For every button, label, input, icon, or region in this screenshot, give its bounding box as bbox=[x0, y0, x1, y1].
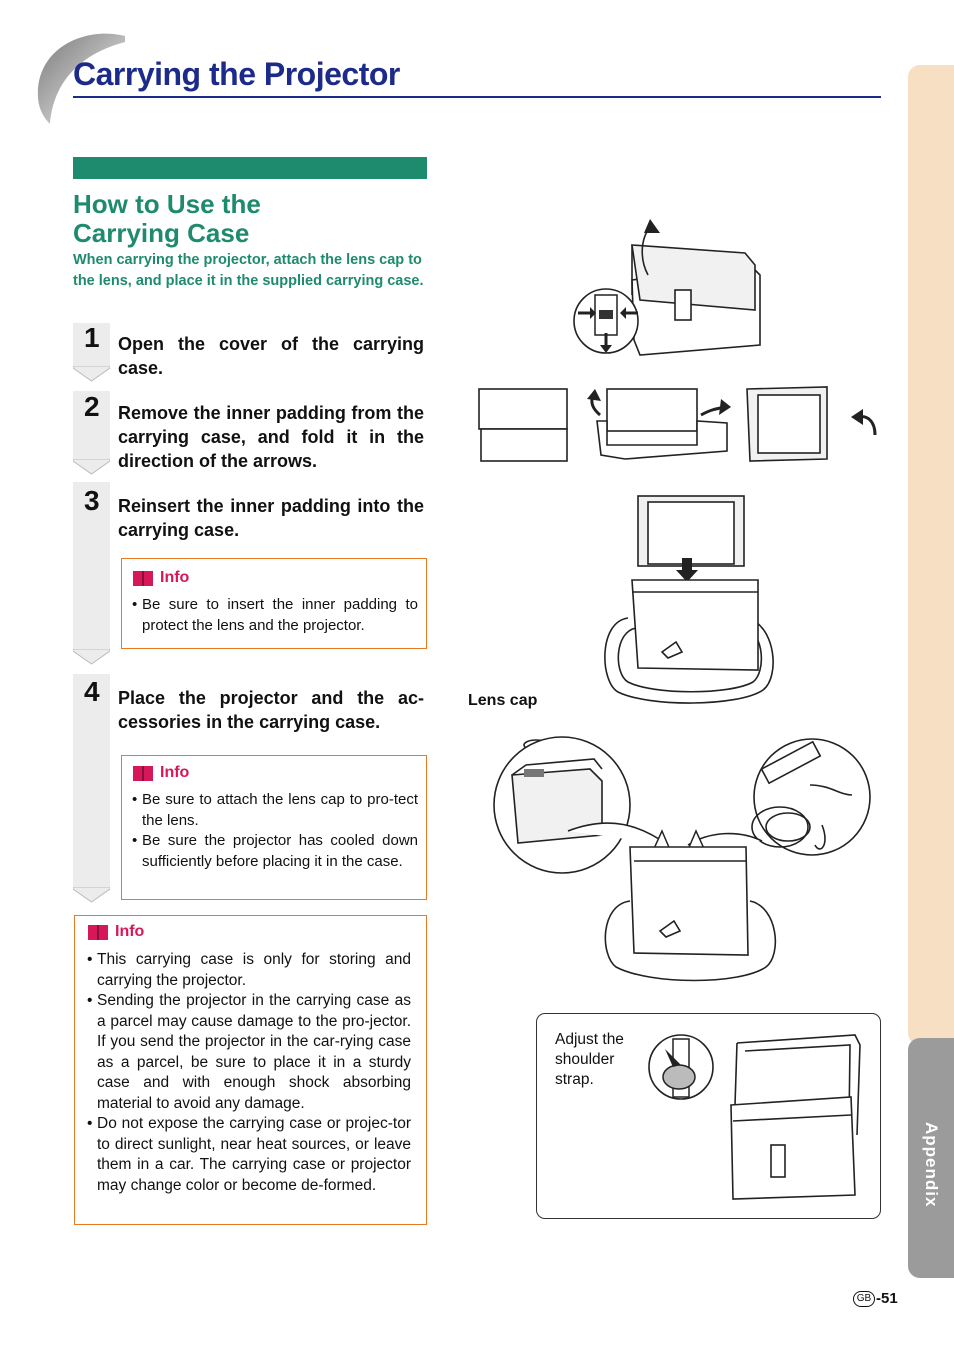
step-3-text: Reinsert the inner padding into the carrying case. bbox=[118, 496, 424, 540]
step-2-number: 2 bbox=[84, 391, 100, 422]
book-icon bbox=[132, 569, 154, 587]
title-rule bbox=[73, 96, 881, 98]
illustration-adjust-strap bbox=[645, 1025, 870, 1210]
sidebar-tab-label: Appendix bbox=[922, 1122, 941, 1208]
illustration-open-cover bbox=[570, 215, 770, 360]
info-label: Info bbox=[160, 764, 190, 781]
section-title-line1: How to Use the bbox=[73, 189, 261, 219]
illustration-place-projector bbox=[490, 735, 882, 985]
info-box-step4 bbox=[121, 755, 427, 900]
info-label: Info bbox=[160, 569, 190, 586]
page-number bbox=[853, 1290, 898, 1307]
section-intro: When carrying the projector, attach the lens cap to the lens, and place it in the supplied carrying case. bbox=[73, 252, 424, 289]
step-1-number: 1 bbox=[84, 322, 100, 353]
book-icon bbox=[87, 923, 109, 941]
illustration-fold-padding bbox=[475, 385, 885, 465]
step-4-text: Place the projector and the ac-cessories in the carrying case. bbox=[118, 688, 424, 732]
page-title: Carrying the Projector bbox=[73, 56, 400, 92]
section-title-line2: Carrying Case bbox=[73, 218, 250, 248]
info-header bbox=[87, 923, 411, 941]
info-item: • Be sure the projector has cooled down sufficiently before placing it in the case. bbox=[132, 831, 418, 872]
section-bar bbox=[73, 157, 427, 179]
illustration-reinsert-padding bbox=[598, 492, 778, 714]
step-2-text: Remove the inner padding from the carrying case, and fold it in the direction of the arrows. bbox=[118, 403, 424, 471]
info-header bbox=[132, 569, 418, 587]
step-4-chevron bbox=[73, 887, 110, 903]
step-3-number: 3 bbox=[84, 485, 100, 516]
info-box-step3 bbox=[121, 558, 427, 649]
page-number-text: -51 bbox=[876, 1290, 898, 1307]
lens-cap-label: Lens cap bbox=[468, 692, 538, 709]
info-item: • Sending the projector in the carrying case as a parcel may cause damage to the pro-jector. If you send the projector in the car-rying case as a parcel, be sure to place it in a sturdy case and with enough shock absorbing material to avoid any damage. bbox=[87, 991, 411, 1114]
info-box-main bbox=[74, 915, 427, 1225]
region-badge-icon: GB bbox=[853, 1291, 875, 1307]
step-4-number: 4 bbox=[84, 676, 100, 707]
step-1-chevron bbox=[73, 366, 110, 382]
info-label: Info bbox=[115, 923, 145, 940]
section-title bbox=[73, 190, 433, 248]
step-3-chevron bbox=[73, 649, 110, 665]
info-item: • Be sure to insert the inner padding to protect the lens and the projector. bbox=[132, 595, 418, 636]
info-header bbox=[132, 764, 418, 782]
sidebar-tab-background bbox=[908, 65, 954, 1045]
adjust-strap-text: Adjust the shoulder strap. bbox=[555, 1031, 624, 1088]
info-item: • Be sure to attach the lens cap to pro-tect the lens. bbox=[132, 790, 418, 831]
info-item: • Do not expose the carrying case or projec-tor to direct sunlight, near heat sources, or leave them in a car. The carrying case or projector may change color or become de-formed. bbox=[87, 1114, 411, 1196]
step-1-text: Open the cover of the carrying case. bbox=[118, 334, 424, 378]
info-item: • This carrying case is only for storing and carrying the projector. bbox=[87, 950, 411, 991]
step-2-chevron bbox=[73, 459, 110, 475]
book-icon bbox=[132, 764, 154, 782]
